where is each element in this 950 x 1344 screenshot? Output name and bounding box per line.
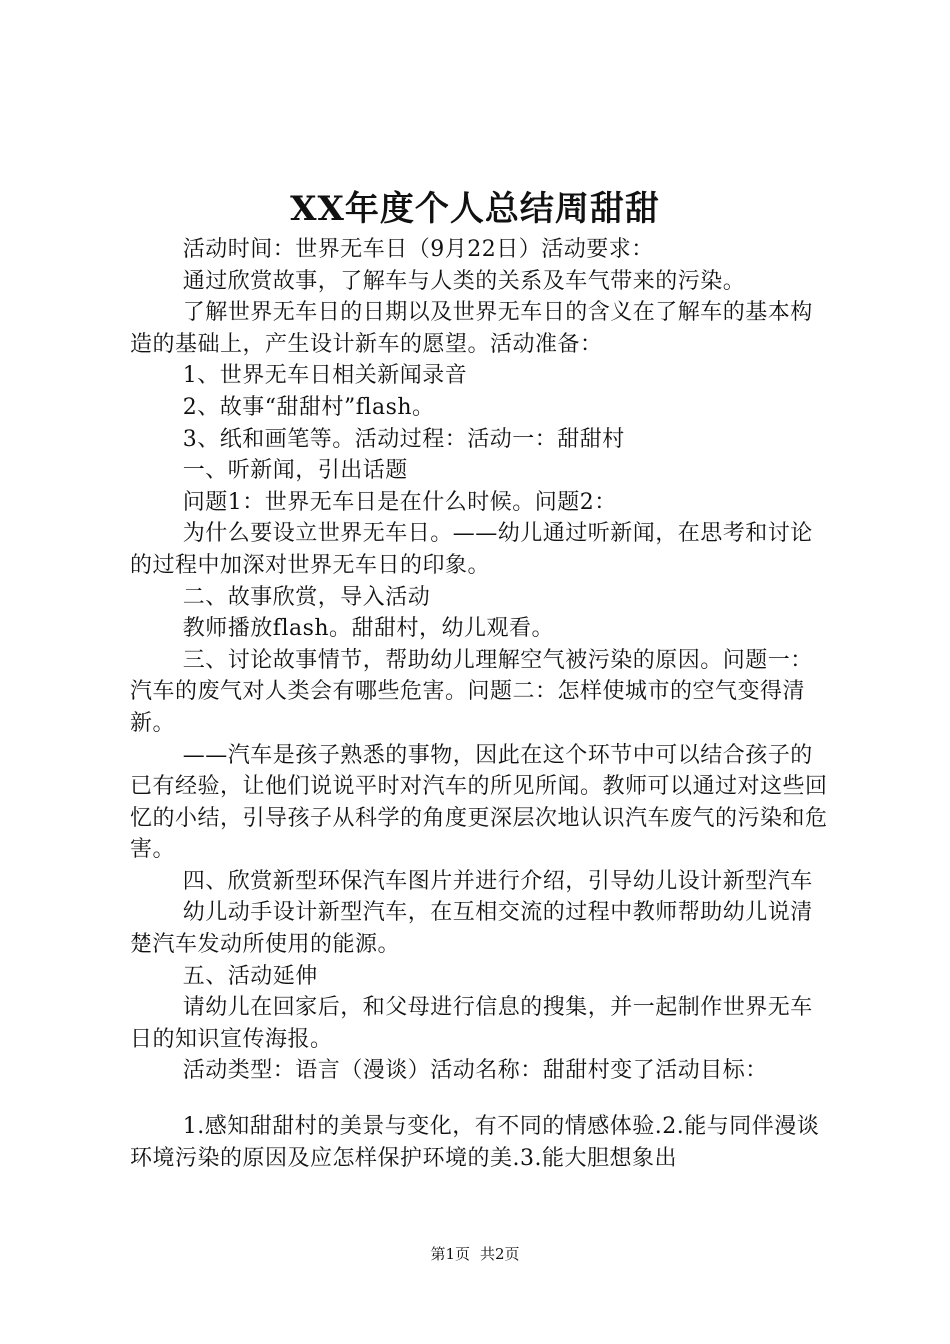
paragraph: 请幼儿在回家后，和父母进行信息的搜集，并一起制作世界无车日的知识宣传海报。: [130, 995, 813, 1052]
paragraph: 为什么要设立世界无车日。——幼儿通过听新闻，在思考和讨论的过程中加深对世界无车日的印象。: [130, 521, 813, 578]
document-title: XX年度个人总结周甜甜: [290, 189, 660, 229]
paragraph: 3、纸和画笔等。活动过程：活动一：甜甜村: [182, 426, 625, 452]
paragraph: ——汽车是孩子熟悉的事物，因此在这个环节中可以结合孩子的已有经验，让他们说说平时对汽车的所见所闻。教师可以通过对这些回忆的小结，引导孩子从科学的角度更深层次地认识汽车废气的污染和危害。: [130, 742, 828, 863]
paragraph: 幼儿动手设计新型汽车，在互相交流的过程中教师帮助幼儿说清楚汽车发动所使用的能源。: [130, 900, 813, 958]
paragraph: 活动类型：语言（漫谈）活动名称：甜甜村变了活动目标：: [182, 1058, 768, 1084]
paragraph: 三、讨论故事情节，帮助幼儿理解空气被污染的原因。问题一：汽车的废气对人类会有哪些危害。问题二：怎样使城市的空气变得清新。: [130, 647, 813, 736]
paragraph: 1.感知甜甜村的美景与变化，有不同的情感体验.2.能与同伴漫谈环境污染的原因及应怎样保护环境的美.3.能大胆想象出: [130, 1114, 820, 1171]
paragraph-gap: [130, 1087, 830, 1111]
paragraph: 通过欣赏故事，了解车与人类的关系及车气带来的污染。: [182, 268, 746, 294]
paragraph: 了解世界无车日的日期以及世界无车日的含义在了解车的基本构造的基础上，产生设计新车的愿望。活动准备：: [130, 300, 813, 357]
paragraph: 活动时间：世界无车日（9月22日）活动要求：: [182, 237, 654, 262]
section-heading: 一、听新闻，引出话题: [182, 458, 408, 484]
page-footer: [0, 1244, 950, 1264]
section-heading: 五、活动延伸: [182, 963, 318, 989]
paragraph: 教师播放flash。甜甜村，幼儿观看。: [182, 616, 555, 642]
document-body: [130, 234, 830, 1174]
page-total: 共2页: [480, 1245, 520, 1263]
paragraph: 2、故事“甜甜村”flash。: [182, 394, 435, 420]
paragraph: 1、世界无车日相关新闻录音: [182, 363, 468, 389]
page-number: 第1页: [430, 1245, 470, 1263]
paragraph: 问题1：世界无车日是在什么时候。问题2：: [182, 489, 617, 515]
section-heading: 二、故事欣赏，导入活动: [182, 584, 431, 610]
paragraph: 四、欣赏新型环保汽车图片并进行介绍，引导幼儿设计新型汽车: [182, 868, 813, 894]
